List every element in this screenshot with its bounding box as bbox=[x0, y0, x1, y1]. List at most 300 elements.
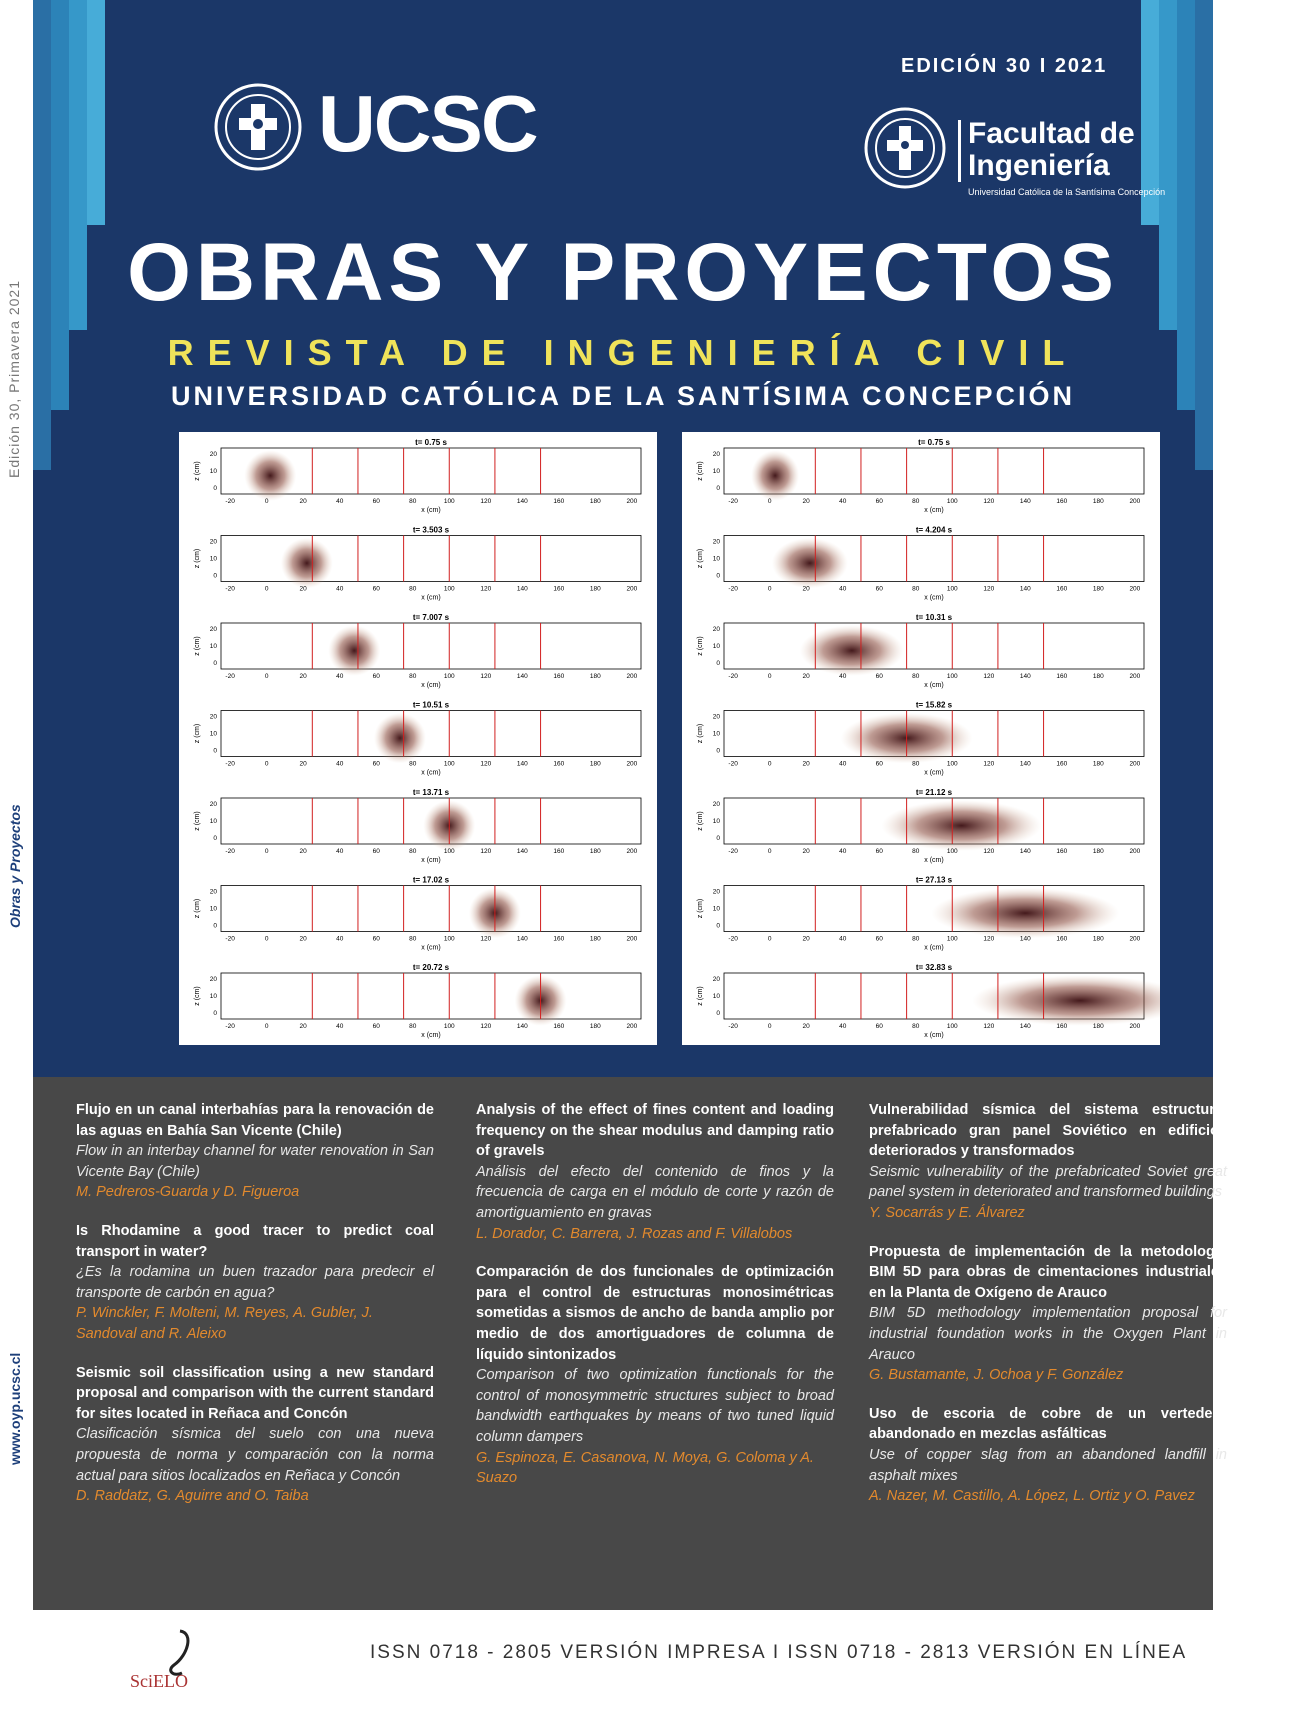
x-tick-label: 140 bbox=[516, 673, 528, 680]
article-item[interactable] bbox=[869, 1404, 1227, 1507]
x-tick-label: 100 bbox=[946, 498, 958, 505]
x-tick-label: 80 bbox=[409, 498, 417, 505]
x-tick-label: 200 bbox=[626, 760, 638, 768]
z-axis-label: z (cm) bbox=[194, 636, 201, 656]
x-tick-label: 120 bbox=[480, 760, 492, 768]
x-tick-label: 140 bbox=[1019, 498, 1031, 505]
article-authors: G. Espinoza, E. Casanova, N. Moya, G. Coloma y A. Suazo bbox=[476, 1449, 814, 1487]
z-tick-label: 10 bbox=[712, 818, 720, 825]
article-item[interactable] bbox=[76, 1100, 434, 1203]
z-tick-label: 0 bbox=[716, 485, 720, 492]
x-tick-label: 100 bbox=[443, 585, 455, 593]
x-tick-label: 200 bbox=[626, 848, 638, 855]
x-tick-label: 60 bbox=[875, 498, 883, 505]
articles-column-1 bbox=[76, 1100, 434, 1525]
x-tick-label: 120 bbox=[480, 935, 492, 943]
z-tick-label: 0 bbox=[213, 572, 217, 580]
x-tick-label: 40 bbox=[839, 673, 847, 680]
x-tick-label: 40 bbox=[336, 673, 344, 680]
x-tick-label: 0 bbox=[264, 585, 269, 593]
x-tick-label: 180 bbox=[1092, 585, 1104, 593]
x-tick-label: 140 bbox=[1019, 935, 1031, 943]
plot-panel bbox=[194, 526, 641, 602]
x-tick-label: 180 bbox=[589, 1023, 601, 1030]
x-tick-label: 120 bbox=[983, 760, 995, 768]
x-tick-label: 0 bbox=[767, 935, 772, 943]
x-tick-label: 60 bbox=[875, 848, 883, 855]
x-tick-label: 100 bbox=[443, 848, 455, 855]
z-tick-label: 10 bbox=[209, 468, 217, 475]
x-tick-label: -20 bbox=[225, 760, 235, 768]
article-authors: A. Nazer, M. Castillo, A. López, L. Ortiz y O. Pavez bbox=[869, 1488, 1195, 1505]
z-tick-label: 0 bbox=[716, 572, 720, 580]
faculty-name-line2: Ingeniería bbox=[968, 148, 1110, 182]
x-tick-label: 80 bbox=[409, 848, 417, 855]
x-axis-label: x (cm) bbox=[924, 682, 944, 689]
z-tick-label: 0 bbox=[716, 660, 720, 667]
spine-journal-name: Obras y Proyectos bbox=[7, 804, 23, 928]
panel-time-label: t= 3.503 s bbox=[412, 525, 450, 535]
z-axis-label: z (cm) bbox=[697, 636, 704, 656]
faculty-divider bbox=[958, 120, 961, 182]
z-tick-label: 20 bbox=[209, 451, 217, 458]
x-tick-label: 160 bbox=[1056, 498, 1068, 505]
x-tick-label: 180 bbox=[589, 760, 601, 768]
x-tick-label: 140 bbox=[1019, 1023, 1031, 1030]
z-tick-label: 10 bbox=[209, 643, 217, 650]
x-tick-label: -20 bbox=[225, 498, 235, 505]
x-tick-label: 40 bbox=[839, 760, 847, 768]
x-tick-label: 100 bbox=[443, 1023, 455, 1030]
article-translation: Análisis del efecto del contenido de finos y la frecuencia de carga en el módulo de corte y razón de amortiguamiento en gravas bbox=[476, 1163, 834, 1221]
x-tick-label: 100 bbox=[443, 760, 455, 768]
z-tick-label: 0 bbox=[213, 660, 217, 667]
article-authors: P. Winckler, F. Molteni, M. Reyes, A. Gubler, J. Sandoval and R. Aleixo bbox=[76, 1305, 373, 1342]
plot-panel bbox=[697, 701, 1144, 777]
x-tick-label: 140 bbox=[1019, 673, 1031, 680]
x-axis-label: x (cm) bbox=[421, 857, 441, 864]
x-tick-label: -20 bbox=[728, 498, 738, 505]
plot-area bbox=[724, 623, 1144, 669]
x-tick-label: 0 bbox=[264, 1023, 269, 1030]
panel-time-label: t= 4.204 s bbox=[915, 525, 953, 535]
z-axis-label: z (cm) bbox=[194, 723, 201, 744]
article-title: Analysis of the effect of fines content and loading frequency on the shear modulus and damping ratio of gravels bbox=[476, 1102, 834, 1160]
plume-mark bbox=[931, 888, 1119, 939]
faculty-subtitle: Universidad Católica de la Santísima Concepción bbox=[968, 187, 1166, 197]
x-tick-label: 80 bbox=[409, 1023, 417, 1030]
plot-panel bbox=[697, 526, 1144, 602]
article-title: Propuesta de implementación de la metodología BIM 5D para obras de cimentaciones industriales en la Planta de Oxígeno de Arauco bbox=[869, 1243, 1227, 1301]
x-tick-label: 160 bbox=[553, 585, 565, 593]
x-tick-label: 200 bbox=[626, 935, 638, 943]
z-tick-label: 20 bbox=[712, 888, 720, 896]
x-tick-label: 100 bbox=[946, 760, 958, 768]
x-tick-label: 20 bbox=[802, 760, 810, 768]
x-tick-label: 0 bbox=[264, 760, 269, 768]
x-tick-label: 20 bbox=[802, 673, 810, 680]
z-tick-label: 0 bbox=[716, 835, 720, 842]
x-tick-label: 0 bbox=[767, 585, 772, 593]
z-tick-label: 0 bbox=[716, 922, 720, 930]
panel-time-label: t= 0.75 s bbox=[918, 438, 950, 447]
x-tick-label: 140 bbox=[1019, 585, 1031, 593]
x-tick-label: 80 bbox=[912, 848, 920, 855]
x-axis-label: x (cm) bbox=[924, 594, 944, 602]
x-tick-label: 200 bbox=[1129, 760, 1141, 768]
panel-time-label: t= 32.83 s bbox=[915, 963, 953, 972]
article-item[interactable] bbox=[869, 1100, 1227, 1224]
x-tick-label: 0 bbox=[767, 760, 772, 768]
x-tick-label: 200 bbox=[1129, 585, 1141, 593]
panel-time-label: t= 13.71 s bbox=[412, 788, 450, 797]
ucsc-logo: UCSC bbox=[318, 79, 537, 168]
x-tick-label: 160 bbox=[1056, 848, 1068, 855]
x-tick-label: 40 bbox=[839, 848, 847, 855]
x-axis-label: x (cm) bbox=[924, 857, 944, 864]
x-tick-label: 20 bbox=[299, 935, 307, 943]
x-tick-label: 200 bbox=[626, 1023, 638, 1030]
x-tick-label: 80 bbox=[912, 498, 920, 505]
z-tick-label: 0 bbox=[213, 485, 217, 492]
x-tick-label: 60 bbox=[372, 673, 380, 680]
x-tick-label: 120 bbox=[983, 935, 995, 943]
plot-panel bbox=[697, 613, 1144, 689]
scielo-logo-icon bbox=[130, 1625, 220, 1695]
x-tick-label: 60 bbox=[875, 1023, 883, 1030]
faculty-name bbox=[968, 118, 1135, 181]
z-axis-label: z (cm) bbox=[194, 461, 201, 481]
x-tick-label: 20 bbox=[299, 498, 307, 505]
x-tick-label: 180 bbox=[1092, 498, 1104, 505]
z-tick-label: 10 bbox=[712, 730, 720, 738]
plot-panel bbox=[697, 963, 1160, 1039]
x-tick-label: 140 bbox=[1019, 848, 1031, 855]
z-tick-label: 20 bbox=[209, 801, 217, 808]
spine-edition: Edición 30, Primavera 2021 bbox=[6, 280, 22, 478]
x-tick-label: 40 bbox=[839, 1023, 847, 1030]
z-tick-label: 20 bbox=[712, 626, 720, 633]
x-tick-label: 180 bbox=[589, 498, 601, 505]
x-tick-label: 40 bbox=[839, 585, 847, 593]
x-tick-label: 0 bbox=[264, 498, 269, 505]
z-tick-label: 20 bbox=[209, 713, 217, 721]
z-tick-label: 20 bbox=[209, 626, 217, 633]
z-axis-label: z (cm) bbox=[194, 986, 201, 1006]
x-tick-label: 20 bbox=[299, 760, 307, 768]
x-tick-label: -20 bbox=[728, 848, 738, 855]
x-axis-label: x (cm) bbox=[421, 594, 441, 602]
article-authors: L. Dorador, C. Barrera, J. Rozas and F. Villalobos bbox=[476, 1225, 793, 1242]
plot-area bbox=[221, 886, 641, 932]
z-axis-label: z (cm) bbox=[697, 723, 704, 744]
x-tick-label: 120 bbox=[983, 848, 995, 855]
article-item[interactable] bbox=[869, 1242, 1227, 1386]
z-tick-label: 0 bbox=[213, 835, 217, 842]
x-tick-label: 80 bbox=[409, 673, 417, 680]
x-axis-label: x (cm) bbox=[421, 1032, 441, 1039]
z-axis-label: z (cm) bbox=[697, 811, 704, 831]
z-tick-label: 0 bbox=[213, 922, 217, 930]
x-tick-label: 60 bbox=[372, 1023, 380, 1030]
article-translation: Seismic vulnerability of the prefabricated Soviet great panel system in deteriorated and transformed buildings bbox=[869, 1163, 1227, 1201]
article-translation: Use of copper slag from an abandoned landfill in asphalt mixes bbox=[869, 1446, 1227, 1484]
university-name: UNIVERSIDAD CATÓLICA DE LA SANTÍSIMA CONCEPCIÓN bbox=[170, 381, 1075, 411]
x-tick-label: 120 bbox=[983, 1023, 995, 1030]
plume-mark bbox=[772, 538, 848, 589]
x-tick-label: 100 bbox=[946, 585, 958, 593]
article-translation: Comparison of two optimization functionals for the control of monosymmetric structures subject to broad bandwidth earthquakes by means of two tuned liquid column dampers bbox=[476, 1367, 834, 1445]
x-tick-label: 160 bbox=[553, 1023, 565, 1030]
panel-time-label: t= 10.31 s bbox=[915, 613, 953, 622]
x-axis-label: x (cm) bbox=[924, 1032, 944, 1039]
x-tick-label: 160 bbox=[1056, 1023, 1068, 1030]
x-tick-label: 0 bbox=[264, 848, 269, 855]
z-tick-label: 20 bbox=[209, 976, 217, 983]
z-axis-label: z (cm) bbox=[194, 898, 201, 919]
x-tick-label: 0 bbox=[767, 498, 772, 505]
spine-url[interactable]: www.oyp.ucsc.cl bbox=[7, 1352, 23, 1465]
x-tick-label: -20 bbox=[225, 935, 235, 943]
x-tick-label: 180 bbox=[1092, 935, 1104, 943]
journal-title: OBRAS Y PROYECTOS bbox=[127, 227, 1119, 318]
x-tick-label: 140 bbox=[516, 498, 528, 505]
x-tick-label: 120 bbox=[480, 498, 492, 505]
x-tick-label: -20 bbox=[728, 1023, 738, 1030]
article-authors: Y. Socarrás y E. Álvarez bbox=[869, 1204, 1025, 1221]
x-tick-label: 20 bbox=[299, 1023, 307, 1030]
z-tick-label: 10 bbox=[712, 905, 720, 913]
article-translation: BIM 5D methodology implementation proposal for industrial foundation works in the Oxygen Plant in Arauco bbox=[869, 1305, 1227, 1363]
x-tick-label: 120 bbox=[983, 673, 995, 680]
journal-subtitle: REVISTA DE INGENIERÍA CIVIL bbox=[167, 332, 1079, 373]
plume-mark bbox=[881, 800, 1041, 851]
z-tick-label: 10 bbox=[712, 643, 720, 650]
x-tick-label: 20 bbox=[802, 585, 810, 593]
z-tick-label: 10 bbox=[209, 818, 217, 825]
x-tick-label: 80 bbox=[912, 760, 920, 768]
x-tick-label: 60 bbox=[372, 760, 380, 768]
x-tick-label: 0 bbox=[767, 1023, 772, 1030]
z-tick-label: 10 bbox=[712, 993, 720, 1000]
x-tick-label: 200 bbox=[1129, 935, 1141, 943]
article-item[interactable] bbox=[76, 1221, 434, 1345]
plume-mark bbox=[374, 713, 426, 764]
x-tick-label: 140 bbox=[516, 935, 528, 943]
plot-panel bbox=[194, 438, 641, 514]
x-tick-label: 200 bbox=[626, 585, 638, 593]
x-tick-label: -20 bbox=[225, 848, 235, 855]
article-translation: ¿Es la rodamina un buen trazador para predecir el transporte de carbón en agua? bbox=[76, 1264, 434, 1301]
article-title: Flujo en un canal interbahías para la renovación de las aguas en Bahía San Vicente (Chile) bbox=[76, 1102, 434, 1139]
z-tick-label: 20 bbox=[712, 538, 720, 546]
x-tick-label: 20 bbox=[802, 1023, 810, 1030]
x-tick-label: 180 bbox=[589, 673, 601, 680]
x-tick-label: 180 bbox=[1092, 1023, 1104, 1030]
x-tick-label: 40 bbox=[336, 1023, 344, 1030]
x-tick-label: 180 bbox=[1092, 760, 1104, 768]
x-tick-label: 140 bbox=[516, 585, 528, 593]
x-tick-label: 20 bbox=[802, 848, 810, 855]
x-tick-label: 180 bbox=[1092, 673, 1104, 680]
z-tick-label: 10 bbox=[712, 468, 720, 475]
z-tick-label: 10 bbox=[209, 905, 217, 913]
x-tick-label: 40 bbox=[336, 498, 344, 505]
x-axis-label: x (cm) bbox=[924, 507, 944, 514]
decorative-stripe bbox=[87, 0, 105, 225]
issn-footer: ISSN 0718 - 2805 VERSIÓN IMPRESA I ISSN 0718 - 2813 VERSIÓN EN LÍNEA bbox=[370, 1642, 1188, 1663]
x-tick-label: 20 bbox=[299, 673, 307, 680]
articles-column-2 bbox=[476, 1100, 834, 1507]
x-tick-label: -20 bbox=[225, 1023, 235, 1030]
x-tick-label: 40 bbox=[336, 935, 344, 943]
z-axis-label: z (cm) bbox=[194, 811, 201, 831]
z-axis-label: z (cm) bbox=[697, 898, 704, 919]
z-tick-label: 10 bbox=[209, 730, 217, 738]
articles-column-3 bbox=[869, 1100, 1227, 1525]
faculty-name-line1: Facultad de bbox=[968, 117, 1135, 150]
x-tick-label: 160 bbox=[553, 498, 565, 505]
x-tick-label: 100 bbox=[443, 935, 455, 943]
article-item[interactable] bbox=[476, 1262, 834, 1489]
x-tick-label: 180 bbox=[589, 935, 601, 943]
x-tick-label: -20 bbox=[728, 673, 738, 680]
x-tick-label: 100 bbox=[443, 673, 455, 680]
x-tick-label: 40 bbox=[336, 848, 344, 855]
z-tick-label: 20 bbox=[209, 538, 217, 546]
z-tick-label: 0 bbox=[213, 1010, 217, 1017]
x-tick-label: 160 bbox=[553, 935, 565, 943]
article-title: Is Rhodamine a good tracer to predict coal transport in water? bbox=[76, 1222, 434, 1260]
x-tick-label: -20 bbox=[728, 585, 738, 593]
x-tick-label: 100 bbox=[946, 1023, 958, 1030]
edition-label: EDICIÓN 30 I 2021 bbox=[901, 55, 1108, 77]
articles-section bbox=[33, 1077, 1227, 1610]
plume-mark bbox=[244, 450, 296, 501]
plot-panel bbox=[697, 788, 1144, 864]
x-tick-label: 200 bbox=[1129, 1023, 1141, 1030]
figure-right bbox=[682, 432, 1160, 1045]
x-tick-label: 80 bbox=[912, 673, 920, 680]
x-tick-label: 100 bbox=[946, 673, 958, 680]
x-tick-label: 80 bbox=[409, 585, 417, 593]
x-tick-label: -20 bbox=[225, 585, 235, 593]
figure-left bbox=[179, 432, 657, 1045]
article-item[interactable] bbox=[476, 1100, 834, 1244]
z-axis-label: z (cm) bbox=[697, 461, 704, 481]
z-tick-label: 20 bbox=[712, 976, 720, 983]
x-tick-label: 140 bbox=[1019, 760, 1031, 768]
x-tick-label: 120 bbox=[983, 585, 995, 593]
x-tick-label: 0 bbox=[264, 673, 269, 680]
z-tick-label: 10 bbox=[712, 555, 720, 563]
x-axis-label: x (cm) bbox=[421, 769, 441, 777]
article-authors: G. Bustamante, J. Ochoa y F. González bbox=[869, 1367, 1124, 1384]
article-translation: Clasificación sísmica del suelo con una nueva propuesta de norma y comparación con la norma actual para sitios localizados en Reñaca y Concón bbox=[76, 1426, 434, 1484]
x-tick-label: 80 bbox=[409, 760, 417, 768]
plot-panel bbox=[194, 613, 641, 689]
x-tick-label: 140 bbox=[516, 848, 528, 855]
z-tick-label: 20 bbox=[712, 713, 720, 721]
x-tick-label: 0 bbox=[767, 848, 772, 855]
spine bbox=[0, 0, 33, 1725]
cover-header bbox=[33, 0, 1213, 1077]
x-tick-label: 60 bbox=[875, 673, 883, 680]
plume-mark bbox=[751, 450, 799, 501]
z-tick-label: 0 bbox=[716, 747, 720, 755]
x-tick-label: 160 bbox=[553, 760, 565, 768]
plot-panel bbox=[697, 876, 1144, 952]
x-axis-label: x (cm) bbox=[924, 944, 944, 952]
article-authors: D. Raddatz, G. Aguirre and O. Taiba bbox=[76, 1488, 309, 1505]
plot-panel bbox=[194, 788, 641, 864]
z-tick-label: 0 bbox=[716, 1010, 720, 1017]
x-tick-label: 80 bbox=[912, 585, 920, 593]
plot-area bbox=[221, 711, 641, 757]
panel-time-label: t= 27.13 s bbox=[915, 875, 953, 885]
article-translation: Flow in an interbay channel for water renovation in San Vicente Bay (Chile) bbox=[76, 1143, 434, 1180]
x-tick-label: 100 bbox=[443, 498, 455, 505]
article-item[interactable] bbox=[76, 1363, 434, 1507]
z-tick-label: 10 bbox=[209, 993, 217, 1000]
x-tick-label: 80 bbox=[912, 1023, 920, 1030]
panel-time-label: t= 7.007 s bbox=[412, 613, 450, 622]
x-tick-label: -20 bbox=[225, 673, 235, 680]
article-title: Vulnerabilidad sísmica del sistema estructural prefabricado gran panel Soviético en edificios deteriorados y transformados bbox=[869, 1102, 1227, 1160]
x-tick-label: 160 bbox=[1056, 760, 1068, 768]
z-axis-label: z (cm) bbox=[194, 548, 201, 569]
z-tick-label: 20 bbox=[712, 801, 720, 808]
x-tick-label: 60 bbox=[372, 848, 380, 855]
x-tick-label: 160 bbox=[1056, 585, 1068, 593]
x-axis-label: x (cm) bbox=[421, 507, 441, 514]
z-axis-label: z (cm) bbox=[697, 986, 704, 1006]
x-tick-label: 60 bbox=[372, 498, 380, 505]
university-seal-icon bbox=[213, 82, 303, 172]
x-tick-label: 100 bbox=[946, 848, 958, 855]
x-tick-label: 20 bbox=[802, 498, 810, 505]
x-axis-label: x (cm) bbox=[421, 944, 441, 952]
x-tick-label: 80 bbox=[409, 935, 417, 943]
x-tick-label: 60 bbox=[372, 935, 380, 943]
faculty-seal-icon bbox=[863, 106, 947, 190]
plume-mark bbox=[281, 538, 333, 589]
x-tick-label: 0 bbox=[767, 673, 772, 680]
x-tick-label: 80 bbox=[912, 935, 920, 943]
x-tick-label: 180 bbox=[589, 585, 601, 593]
plot-panel bbox=[194, 876, 641, 952]
x-tick-label: 180 bbox=[1092, 848, 1104, 855]
panel-time-label: t= 21.12 s bbox=[915, 788, 953, 797]
x-tick-label: 20 bbox=[802, 935, 810, 943]
panel-time-label: t= 17.02 s bbox=[412, 875, 450, 885]
x-tick-label: 180 bbox=[589, 848, 601, 855]
x-tick-label: 100 bbox=[946, 935, 958, 943]
x-tick-label: 120 bbox=[983, 498, 995, 505]
scielo-wordmark: SciELO bbox=[130, 1671, 188, 1691]
plot-panel bbox=[194, 963, 641, 1039]
plot-area bbox=[221, 973, 641, 1019]
x-tick-label: 160 bbox=[1056, 673, 1068, 680]
x-tick-label: 20 bbox=[299, 585, 307, 593]
z-tick-label: 20 bbox=[209, 888, 217, 896]
z-tick-label: 0 bbox=[213, 747, 217, 755]
x-tick-label: 200 bbox=[1129, 673, 1141, 680]
x-tick-label: 120 bbox=[480, 1023, 492, 1030]
x-tick-label: -20 bbox=[728, 935, 738, 943]
x-axis-label: x (cm) bbox=[421, 682, 441, 689]
x-tick-label: 120 bbox=[480, 848, 492, 855]
